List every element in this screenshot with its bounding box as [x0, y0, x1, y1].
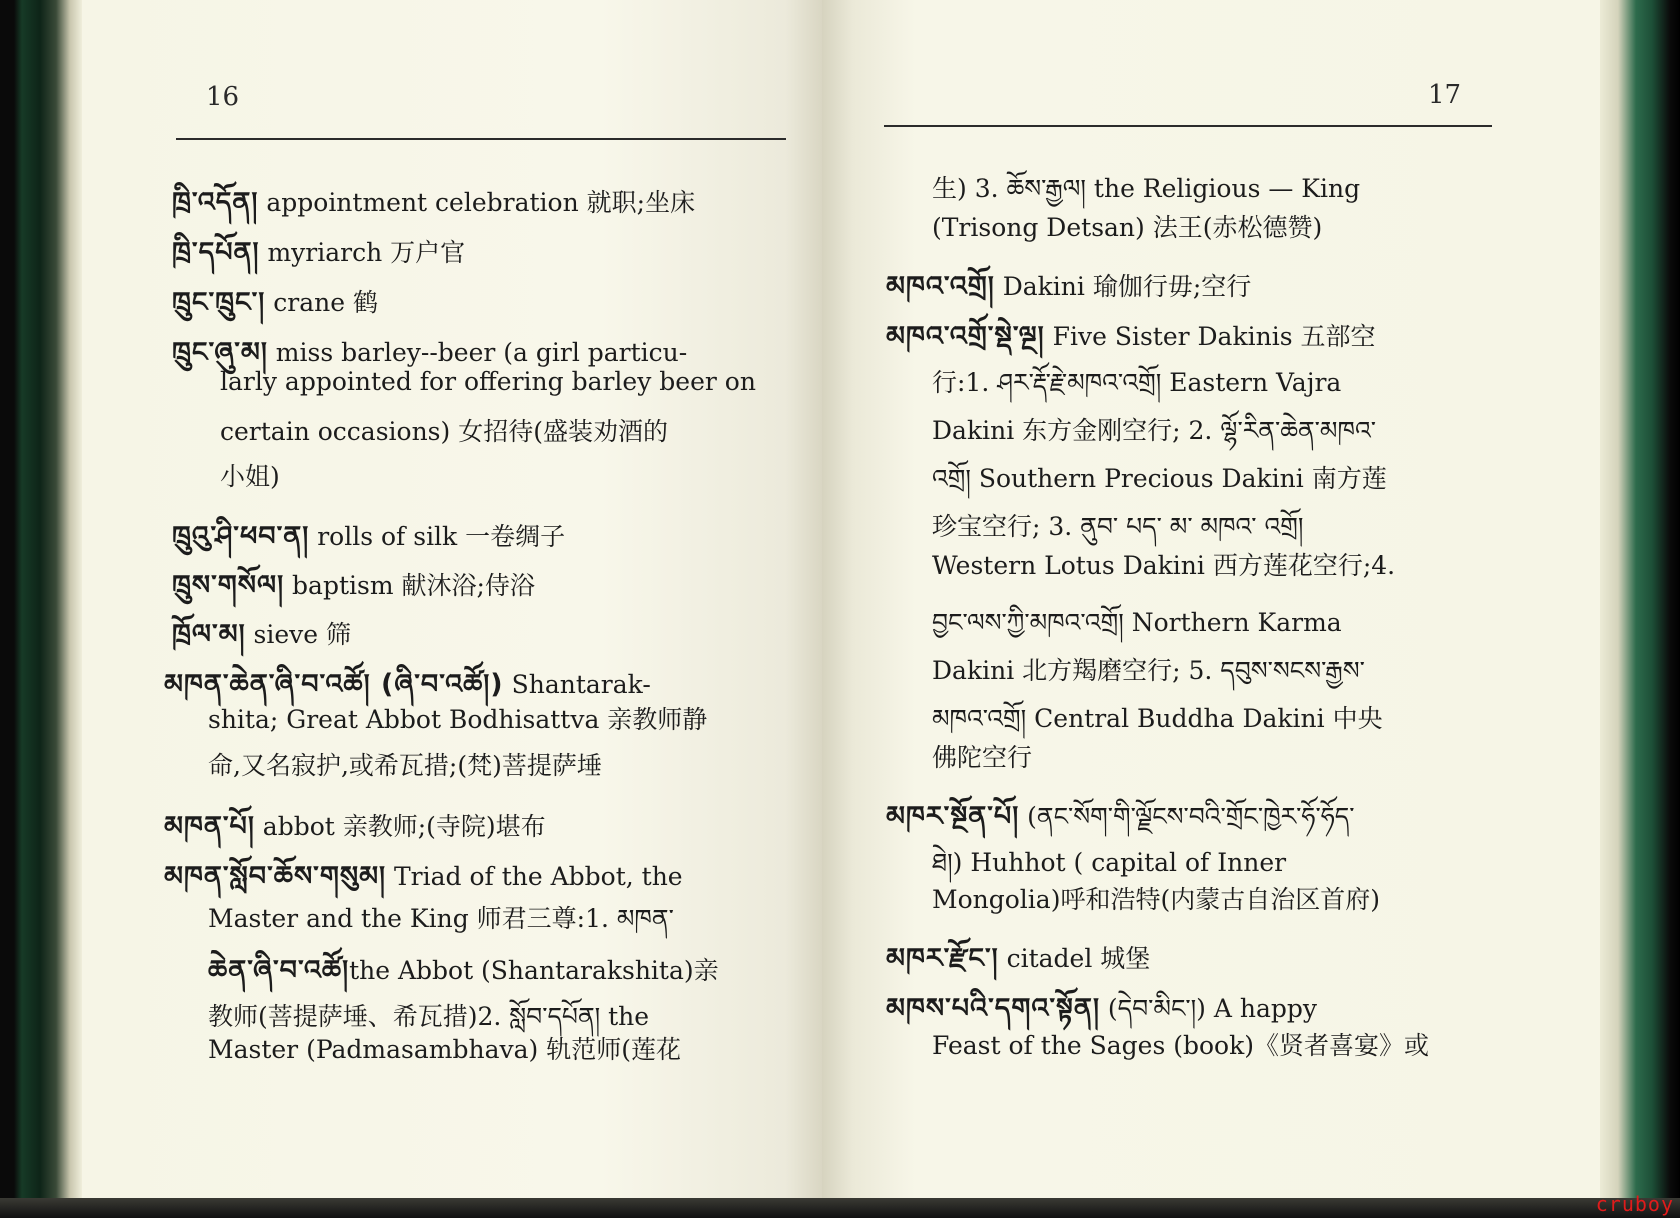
entry-text: Triad of the Abbot, the	[386, 862, 683, 891]
entry-text: Mongolia)呼和浩特(内蒙古自治区首府)	[932, 885, 1380, 914]
dictionary-line	[220, 412, 668, 448]
entry-text: Dakini 东方金刚空行; 2. ལྷོ་རིན་ཆེན་མཁའ་	[932, 416, 1376, 445]
entry-text: 生) 3. ཆོས་རྒྱལ། the Religious — King	[932, 174, 1361, 203]
dictionary-line	[932, 738, 1032, 774]
entry-text: འགྲོ། Southern Precious Dakini 南方莲	[932, 464, 1387, 493]
tibetan-headword: ཆེན་ཞི་བ་འཚོ།	[208, 955, 350, 986]
dictionary-line	[932, 1026, 1429, 1062]
entry-text: (ནང་སོག་གི་ལྗོངས་བའི་གྲོང་ཁྱེར་ཧོ་ཧོད་	[1019, 802, 1355, 831]
tibetan-headword: མཁར་རྫོང་།	[886, 943, 999, 974]
left-page-number: 16	[206, 82, 240, 112]
entry-text: 命,又名寂护,或希瓦措;(梵)菩提萨埵	[208, 751, 602, 780]
dictionary-line	[208, 746, 602, 782]
entry-text: appointment celebration 就职;坐床	[258, 188, 696, 217]
entry-text: shita; Great Abbot Bodhisattva 亲教师静	[208, 705, 708, 734]
watermark: cruboy	[1595, 1192, 1674, 1216]
entry-text: larly appointed for offering barley beer on	[220, 367, 756, 396]
tibetan-headword: ཁྲུང་ཞུ་མ།	[172, 337, 268, 368]
dictionary-line	[932, 546, 1395, 582]
tibetan-headword: ཁྲོལ་མ།	[172, 619, 246, 650]
entry-text: abbot 亲教师;(寺院)堪布	[254, 812, 546, 841]
tibetan-headword: མཁས་པའི་དགའ་སྟོན།	[886, 993, 1100, 1024]
dictionary-line	[932, 880, 1380, 916]
tibetan-headword: ཁྲི་འདོན།	[172, 187, 259, 218]
entry-text: myriarch 万户官	[259, 238, 466, 267]
entry-text: Shantarak-	[503, 670, 651, 699]
entry-text: crane 鹤	[265, 288, 378, 317]
entry-text: བྱང་ལས་ཀྱི་མཁའ་འགྲོ། Northern Karma	[932, 608, 1342, 637]
left-header-rule	[176, 138, 786, 140]
right-book-edge	[1600, 0, 1680, 1218]
entry-text: Master (Padmasambhava) 轨范师(莲花	[208, 1035, 681, 1064]
left-book-edge	[0, 0, 82, 1218]
dictionary-line	[208, 700, 707, 736]
entry-text: Five Sister Dakinis 五部空	[1044, 322, 1376, 351]
entry-text: 珍宝空行; 3. ནུབ་ པད་ མ་ མཁའ་ འགྲོ།	[932, 512, 1304, 541]
entry-text: ཐེ།) Huhhot ( capital of Inner	[932, 848, 1287, 877]
entry-text: (Trisong Detsan) 法王(赤松德赞)	[932, 213, 1323, 242]
tibetan-headword: མཁའ་འགྲོ།	[886, 271, 995, 302]
entry-text: the Abbot (Shantarakshita)亲	[349, 956, 719, 985]
bottom-shadow	[0, 1198, 1680, 1218]
entry-text: miss barley--beer (a girl particu-	[267, 338, 688, 367]
entry-text: citadel 城堡	[998, 944, 1151, 973]
entry-text: certain occasions) 女招待(盛装劝酒的	[220, 417, 668, 446]
tibetan-headword: ཁྲུས་གསོལ།	[172, 570, 285, 601]
dictionary-line	[932, 208, 1322, 244]
dictionary-line	[220, 367, 756, 396]
tibetan-headword: ཁྲུའུ་ཤི་ཕབ་ན།	[172, 521, 310, 552]
entry-text: Master and the King 师君三尊:1. མཁན་	[208, 904, 674, 933]
entry-text: 教师(菩提萨埵、希瓦措)2. སློབ་དཔོན། the	[208, 1002, 650, 1031]
right-header-rule	[884, 125, 1492, 127]
entry-text: 小姐)	[220, 462, 280, 491]
entry-text: Feast of the Sages (book)《贤者喜宴》或	[932, 1031, 1430, 1060]
tibetan-headword: མཁན་སློབ་ཆོས་གསུམ།	[164, 861, 387, 892]
entry-text: Dakini 瑜伽行毋;空行	[994, 272, 1252, 301]
entry-text: 行:1. ཤར་རྡོ་རྗེ་མཁའ་འགྲོ། Eastern Vajra	[932, 368, 1342, 397]
entry-text: baptism 献沐浴;侍浴	[284, 571, 535, 600]
entry-text: (དེབ་མིང་།) A happy	[1099, 994, 1318, 1023]
tibetan-headword: མཁན་ཆེན་ཞི་བ་འཚོ། (ཞི་བ་འཚོ།)	[164, 669, 504, 700]
tibetan-headword: ཁྲི་དཔོན།	[172, 237, 260, 268]
entry-text: rolls of silk 一卷绸子	[309, 522, 566, 551]
dictionary-line	[208, 1030, 681, 1066]
tibetan-headword: མཁན་པོ།	[164, 811, 255, 842]
tibetan-headword: མཁའ་འགྲོ་སྡེ་ལྔ།	[886, 321, 1045, 352]
entry-text: Western Lotus Dakini 西方莲花空行;4.	[932, 551, 1396, 580]
entry-text: 佛陀空行	[932, 743, 1033, 772]
right-page-number: 17	[1428, 80, 1462, 110]
entry-text: Dakini 北方羯磨空行; 5. དབུས་སངས་རྒྱས་	[932, 656, 1365, 685]
entry-text: མཁའ་འགྲོ། Central Buddha Dakini 中央	[932, 704, 1383, 733]
entry-text: sieve 筛	[245, 620, 352, 649]
dictionary-line	[220, 457, 280, 493]
tibetan-headword: མཁར་སྔོན་པོ།	[886, 801, 1020, 832]
tibetan-headword: ཁྲུང་ཁྲུང་།	[172, 287, 266, 318]
